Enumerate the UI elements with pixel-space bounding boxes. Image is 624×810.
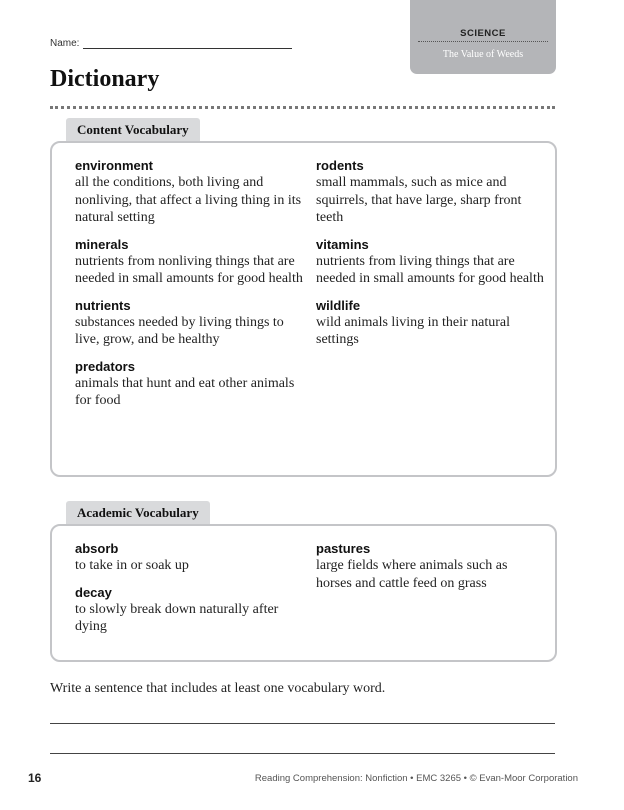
vocab-term: rodents bbox=[316, 158, 364, 173]
answer-line-1[interactable] bbox=[50, 723, 555, 724]
vocab-entry bbox=[316, 541, 546, 592]
name-field[interactable] bbox=[50, 38, 292, 54]
vocab-term: absorb bbox=[75, 541, 119, 556]
subject-divider bbox=[418, 41, 548, 42]
vocab-entry bbox=[75, 359, 305, 410]
content-vocabulary-box bbox=[50, 141, 557, 477]
name-label: Name: bbox=[50, 38, 80, 49]
vocab-definition: nutrients from nonliving things that are needed in small amounts for good health bbox=[75, 253, 303, 286]
vocab-term: wildlife bbox=[316, 297, 361, 313]
vocab-term: nutrients bbox=[75, 297, 131, 313]
title-divider bbox=[50, 106, 555, 109]
name-write-line[interactable] bbox=[83, 48, 292, 49]
vocab-entry bbox=[75, 541, 305, 575]
vocab-definition: wild animals living in their natural settings bbox=[316, 314, 511, 347]
page-number: 16 bbox=[28, 771, 42, 785]
vocab-term: predators bbox=[75, 358, 135, 374]
content-vocabulary-heading: Content Vocabulary bbox=[66, 118, 200, 142]
academic-vocabulary-left-column bbox=[75, 541, 305, 646]
vocab-term: decay bbox=[75, 584, 112, 600]
vocab-term: pastures bbox=[316, 541, 371, 556]
vocab-definition: nutrients from living things that are needed in small amounts for good health bbox=[316, 253, 544, 286]
footer-credit: Reading Comprehension: Nonfiction • EMC 3265 • © Evan-Moor Corporation bbox=[254, 773, 578, 784]
vocab-entry bbox=[316, 158, 546, 227]
lesson-title: The Value of Weeds bbox=[442, 49, 524, 60]
vocab-definition: small mammals, such as mice and squirrels, that have large, sharp front teeth bbox=[316, 175, 522, 225]
vocab-term: environment bbox=[75, 158, 154, 173]
vocab-definition: large fields where animals such as horses and cattle feed on grass bbox=[316, 558, 508, 591]
vocab-entry bbox=[316, 237, 546, 288]
academic-vocabulary-box bbox=[50, 524, 557, 662]
answer-line-2[interactable] bbox=[50, 753, 555, 754]
vocab-entry bbox=[75, 158, 305, 227]
vocab-definition: to slowly break down naturally after dying bbox=[75, 601, 279, 634]
vocab-definition: to take in or soak up bbox=[75, 558, 189, 573]
subject-tab bbox=[410, 0, 556, 74]
vocab-entry bbox=[75, 298, 305, 349]
vocab-definition: all the conditions, both living and nonliving, that affect a living thing in its natural setting bbox=[75, 175, 302, 225]
vocab-term: minerals bbox=[75, 236, 129, 252]
content-vocabulary-right-column bbox=[316, 158, 546, 359]
academic-vocabulary-heading: Academic Vocabulary bbox=[66, 501, 210, 525]
page-title: Dictionary bbox=[50, 66, 160, 92]
vocab-entry bbox=[316, 298, 546, 349]
vocab-term: vitamins bbox=[316, 236, 369, 252]
vocab-definition: animals that hunt and eat other animals for food bbox=[75, 375, 295, 408]
content-vocabulary-left-column bbox=[75, 158, 305, 420]
writing-prompt: Write a sentence that includes at least one vocabulary word. bbox=[50, 681, 386, 696]
academic-vocabulary-right-column bbox=[316, 541, 546, 602]
subject-label: SCIENCE bbox=[460, 28, 506, 39]
vocab-entry bbox=[75, 585, 305, 636]
vocab-entry bbox=[75, 237, 305, 288]
vocab-definition: substances needed by living things to live, grow, and be healthy bbox=[75, 314, 284, 347]
